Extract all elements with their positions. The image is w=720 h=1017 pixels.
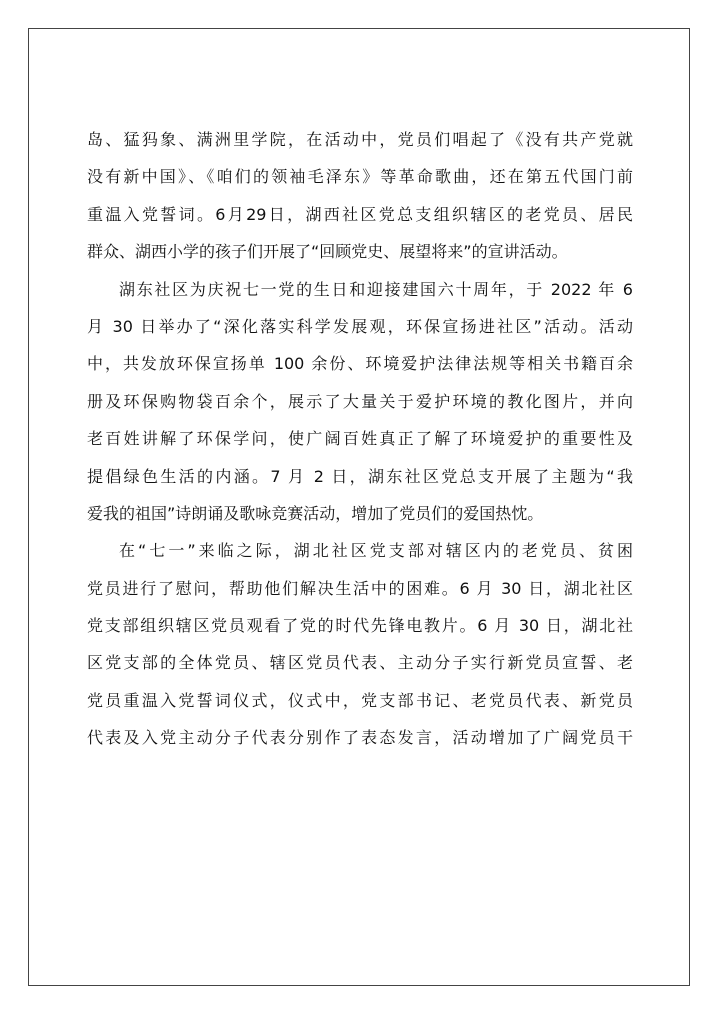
document-page: [28, 28, 690, 986]
text-line: 党员重温入党誓词仪式，仪式中，党支部书记、老党员代表、新党员: [87, 690, 633, 710]
text-line: 党员进行了慰问，帮助他们解决生活中的困难。6 月 30 日，湖北社区: [87, 578, 633, 598]
paragraph: [87, 271, 633, 533]
paragraph: [87, 121, 633, 271]
text-line: 月 30 日举办了“深化落实科学发展观，环保宣扬进社区”活动。活动: [87, 316, 633, 336]
document-body: [87, 121, 633, 757]
text-line: 岛、猛犸象、满洲里学院，在活动中，党员们唱起了《没有共产党就: [87, 130, 633, 149]
text-line: 区党支部的全体党员、辖区党员代表、主动分子实行新党员宣誓、老: [87, 653, 633, 673]
text-line: 代表及入党主动分子代表分别作了表态发言，活动增加了广阔党员干: [87, 728, 633, 748]
text-line: 群众、湖西小学的孩子们开展了“回顾党史、展望将来”的宣讲活动。: [87, 242, 568, 262]
text-line: 党支部组织辖区党员观看了党的时代先锋电教片。6 月 30 日，湖北社: [87, 616, 633, 636]
text-line: 册及环保购物袋百余个，展示了大量关于爱护环境的教化图片，并向: [87, 391, 633, 411]
text-line: 老百姓讲解了环保学问，使广阔百姓真正了解了环境爱护的重要性及: [87, 429, 633, 449]
text-line: 重温入党誓词。6月29日，湖西社区党总支组织辖区的老党员、居民: [87, 204, 633, 224]
text-line: 湖东社区为庆祝七一党的生日和迎接建国六十周年，于 2022 年 6: [119, 279, 633, 299]
text-line: 提倡绿色生活的内涵。7 月 2 日，湖东社区党总支开展了主题为“我: [87, 466, 633, 486]
text-line: 中，共发放环保宣扬单 100 余份、环境爱护法律法规等相关书籍百余: [87, 354, 633, 374]
text-line: 爱我的祖国”诗朗诵及歌咏竞赛活动，增加了党员们的爱国热忱。: [87, 503, 544, 523]
paragraph: [87, 532, 633, 756]
text-line: 在“七一”来临之际，湖北社区党支部对辖区内的老党员、贫困: [119, 541, 633, 561]
text-line: 没有新中国》、《咱们的领袖毛泽东》等革命歌曲，还在第五代国门前: [87, 167, 633, 187]
